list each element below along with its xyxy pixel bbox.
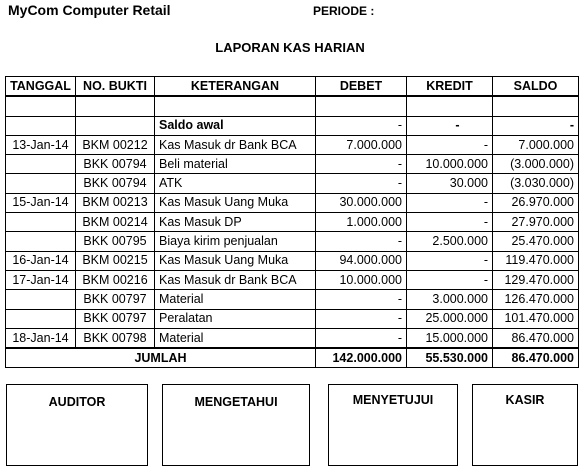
cell-saldo: 126.470.000 xyxy=(493,290,579,309)
cell-debet: 10.000.000 xyxy=(316,270,407,289)
cell-saldo: (3.000.000) xyxy=(493,155,579,174)
cell-bukti: BKM 00215 xyxy=(76,251,155,270)
cell-saldo: 101.470.000 xyxy=(493,309,579,328)
cell-saldo: (3.030.000) xyxy=(493,174,579,193)
cell-debet: - xyxy=(316,155,407,174)
table-row xyxy=(6,251,579,270)
table-row xyxy=(6,135,579,154)
total-row xyxy=(6,348,579,368)
signature-box-kasir: KASIR xyxy=(472,384,578,466)
opening-saldo: - xyxy=(493,116,579,135)
cell-debet: - xyxy=(316,290,407,309)
report-title: LAPORAN KAS HARIAN xyxy=(215,40,365,55)
opening-balance-row xyxy=(6,116,579,135)
cash-ledger-table xyxy=(5,76,579,368)
cell-kredit: 3.000.000 xyxy=(407,290,493,309)
cell-saldo: 7.000.000 xyxy=(493,135,579,154)
cell-debet: 94.000.000 xyxy=(316,251,407,270)
cell-tanggal xyxy=(6,290,76,309)
cell-keterangan: Kas Masuk dr Bank BCA xyxy=(155,135,316,154)
cell-keterangan: ATK xyxy=(155,174,316,193)
cell-debet: 1.000.000 xyxy=(316,213,407,232)
cell-debet: - xyxy=(316,232,407,251)
cell-keterangan: Material xyxy=(155,328,316,348)
table-row xyxy=(6,213,579,232)
cell-kredit: 2.500.000 xyxy=(407,232,493,251)
cell-kredit: - xyxy=(407,193,493,212)
signature-box-auditor: AUDITOR xyxy=(6,384,148,466)
signature-box-mengetahui: MENGETAHUI xyxy=(162,384,310,466)
table-row xyxy=(6,174,579,193)
opening-kredit: - xyxy=(407,116,493,135)
cell-tanggal xyxy=(6,155,76,174)
cell-bukti: BKK 00794 xyxy=(76,174,155,193)
cell-keterangan: Kas Masuk dr Bank BCA xyxy=(155,270,316,289)
cell-debet: - xyxy=(316,328,407,348)
signature-box-menyetujui: MENYETUJUI xyxy=(328,384,458,466)
cell-tanggal: 17-Jan-14 xyxy=(6,270,76,289)
cell-debet: 7.000.000 xyxy=(316,135,407,154)
cell-bukti: BKM 00212 xyxy=(76,135,155,154)
cell-keterangan: Material xyxy=(155,290,316,309)
cell-keterangan: Beli material xyxy=(155,155,316,174)
cell-bukti: BKK 00798 xyxy=(76,328,155,348)
col-header-bukti: NO. BUKTI xyxy=(76,77,155,97)
col-header-debet: DEBET xyxy=(316,77,407,97)
cell-keterangan: Kas Masuk Uang Muka xyxy=(155,251,316,270)
cell-kredit: 30.000 xyxy=(407,174,493,193)
cell-keterangan: Kas Masuk Uang Muka xyxy=(155,193,316,212)
cell-debet: - xyxy=(316,174,407,193)
total-label: JUMLAH xyxy=(6,348,316,368)
cell-tanggal: 18-Jan-14 xyxy=(6,328,76,348)
col-header-keterangan: KETERANGAN xyxy=(155,77,316,97)
cell-kredit: - xyxy=(407,135,493,154)
table-row xyxy=(6,309,579,328)
cell-tanggal: 16-Jan-14 xyxy=(6,251,76,270)
cell-saldo: 25.470.000 xyxy=(493,232,579,251)
table-row xyxy=(6,328,579,348)
cell-bukti: BKK 00794 xyxy=(76,155,155,174)
cell-bukti: BKM 00216 xyxy=(76,270,155,289)
cell-tanggal xyxy=(6,232,76,251)
col-header-kredit: KREDIT xyxy=(407,77,493,97)
cell-kredit: 15.000.000 xyxy=(407,328,493,348)
periode-label: PERIODE : xyxy=(313,4,375,18)
total-saldo: 86.470.000 xyxy=(493,348,579,368)
col-header-saldo: SALDO xyxy=(493,77,579,97)
opening-debet: - xyxy=(316,116,407,135)
cell-saldo: 129.470.000 xyxy=(493,270,579,289)
table-row xyxy=(6,270,579,289)
table-row xyxy=(6,290,579,309)
cell-bukti: BKK 00797 xyxy=(76,309,155,328)
cell-tanggal xyxy=(6,309,76,328)
cell-kredit: - xyxy=(407,213,493,232)
cell-debet: - xyxy=(316,309,407,328)
total-debet: 142.000.000 xyxy=(316,348,407,368)
cell-saldo: 26.970.000 xyxy=(493,193,579,212)
cell-bukti: BKM 00214 xyxy=(76,213,155,232)
blank-row xyxy=(6,96,579,116)
table-row xyxy=(6,155,579,174)
company-name: MyCom Computer Retail xyxy=(8,2,171,18)
cell-keterangan: Biaya kirim penjualan xyxy=(155,232,316,251)
cell-tanggal: 13-Jan-14 xyxy=(6,135,76,154)
cell-tanggal xyxy=(6,174,76,193)
table-row xyxy=(6,193,579,212)
opening-label: Saldo awal xyxy=(155,116,316,135)
cell-bukti: BKK 00797 xyxy=(76,290,155,309)
cell-bukti: BKM 00213 xyxy=(76,193,155,212)
total-kredit: 55.530.000 xyxy=(407,348,493,368)
col-header-tanggal: TANGGAL xyxy=(6,77,76,97)
cell-saldo: 86.470.000 xyxy=(493,328,579,348)
cell-kredit: - xyxy=(407,251,493,270)
table-row xyxy=(6,232,579,251)
cell-kredit: - xyxy=(407,270,493,289)
cell-tanggal: 15-Jan-14 xyxy=(6,193,76,212)
cell-kredit: 25.000.000 xyxy=(407,309,493,328)
cell-keterangan: Peralatan xyxy=(155,309,316,328)
cell-tanggal xyxy=(6,213,76,232)
cell-kredit: 10.000.000 xyxy=(407,155,493,174)
cell-debet: 30.000.000 xyxy=(316,193,407,212)
header-row xyxy=(6,77,579,97)
cell-saldo: 27.970.000 xyxy=(493,213,579,232)
cell-bukti: BKK 00795 xyxy=(76,232,155,251)
cell-keterangan: Kas Masuk DP xyxy=(155,213,316,232)
cell-saldo: 119.470.000 xyxy=(493,251,579,270)
